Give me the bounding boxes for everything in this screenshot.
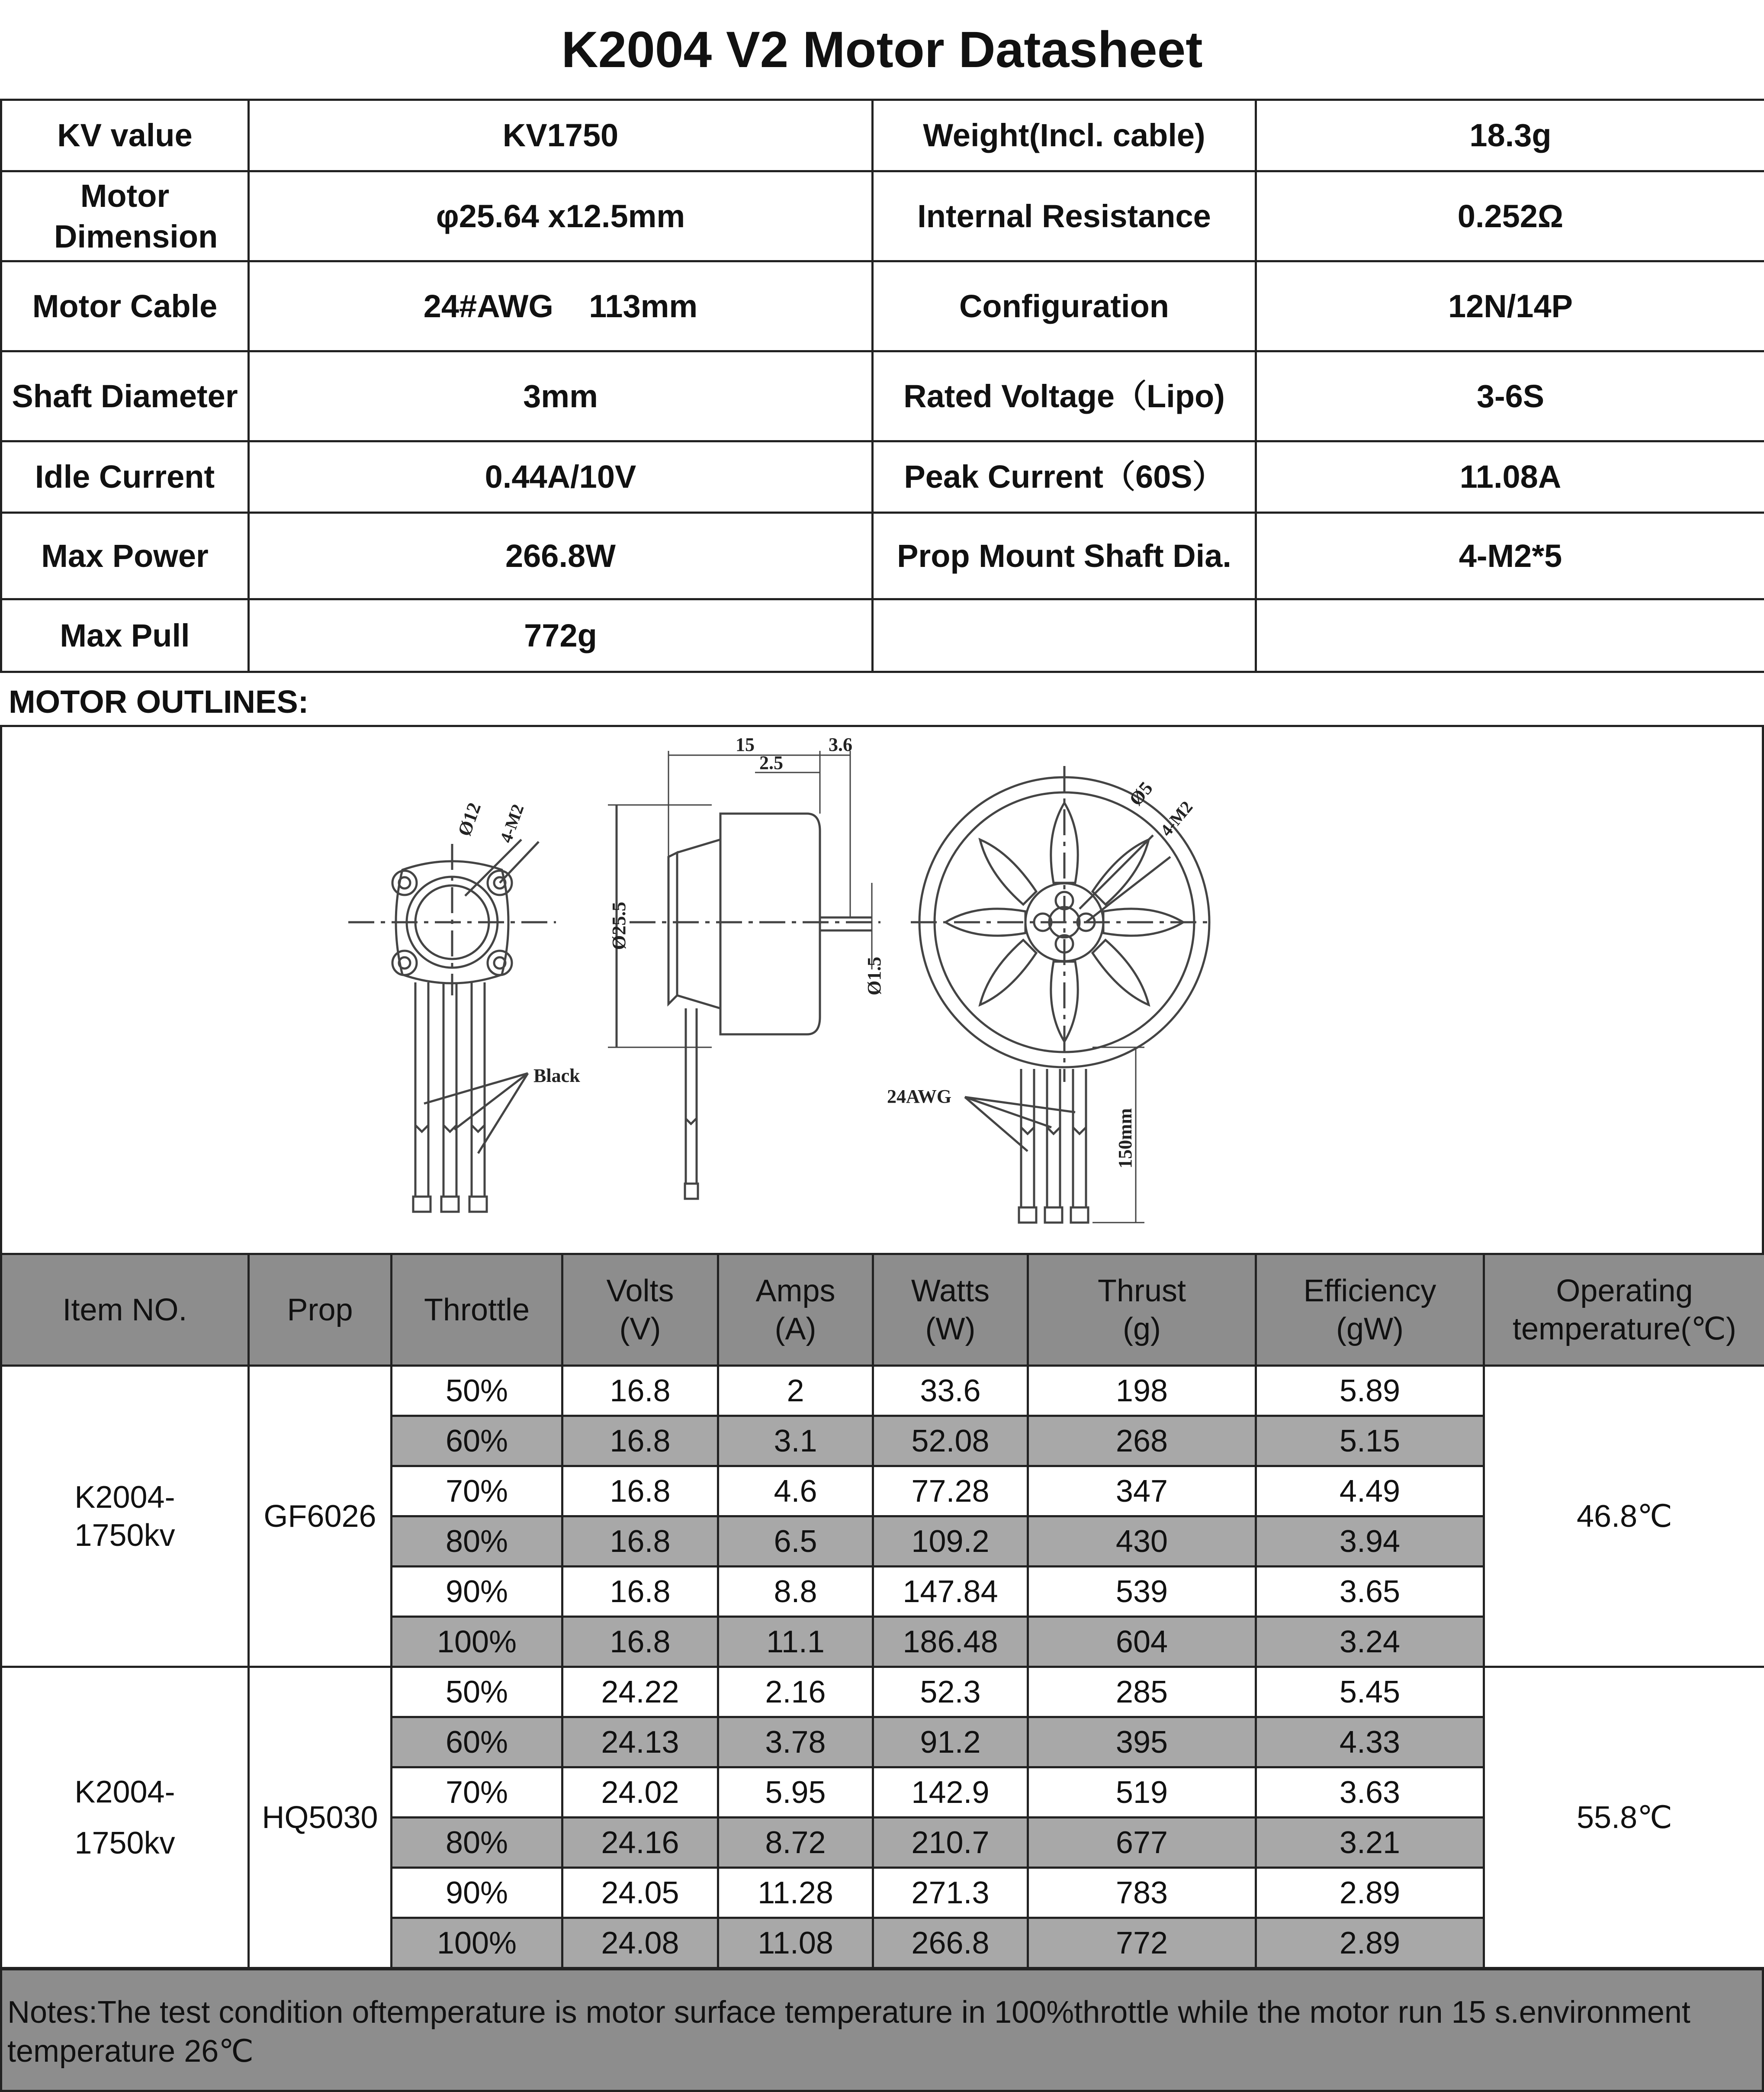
cell-watts: 91.2	[873, 1717, 1028, 1767]
spec-row	[1, 351, 1764, 441]
cell-thrust: 395	[1028, 1717, 1256, 1767]
cell-throttle: 80%	[392, 1818, 562, 1868]
cell-amps: 4.6	[718, 1466, 873, 1516]
cell-watts: 186.48	[873, 1617, 1028, 1667]
header-thrust: Thrust (g)	[1028, 1254, 1256, 1366]
cell-throttle: 90%	[392, 1868, 562, 1918]
cell-thrust: 677	[1028, 1818, 1256, 1868]
front-view-flange	[348, 840, 556, 1212]
cell-volts: 16.8	[562, 1617, 718, 1667]
cell-watts: 77.28	[873, 1466, 1028, 1516]
item-number-line2: 1750kv	[2, 1516, 247, 1555]
cell-volts: 24.02	[562, 1767, 718, 1818]
spec-row	[1, 441, 1764, 513]
dim-25-label: 2.5	[759, 752, 783, 773]
header-item: Item NO.	[1, 1254, 249, 1366]
spec-label: Max Pull	[1, 599, 249, 672]
cell-volts: 16.8	[562, 1416, 718, 1466]
notes	[0, 1968, 1764, 2092]
spec-label: Internal Resistance	[873, 171, 1256, 261]
spec-value: 4-M2*5	[1256, 513, 1764, 599]
cell-amps: 3.78	[718, 1717, 873, 1767]
cell-eff: 4.33	[1256, 1717, 1484, 1767]
side-view	[608, 751, 880, 1199]
cell-watts: 210.7	[873, 1818, 1028, 1868]
header-throttle: Throttle	[392, 1254, 562, 1366]
cell-volts: 24.16	[562, 1818, 718, 1868]
cell-amps: 6.5	[718, 1516, 873, 1567]
prop-name: GF6026	[249, 1366, 392, 1667]
header-amps: Amps (A)	[718, 1254, 873, 1366]
spec-label: KV value	[1, 100, 249, 171]
item-number-line1: K2004-	[2, 1773, 247, 1811]
cell-throttle: 80%	[392, 1516, 562, 1567]
spec-label: Rated Voltage（Lipo)	[873, 351, 1256, 441]
cell-amps: 5.95	[718, 1767, 873, 1818]
cell-throttle: 70%	[392, 1466, 562, 1516]
spec-label: Prop Mount Shaft Dia.	[873, 513, 1256, 599]
cell-watts: 33.6	[873, 1366, 1028, 1416]
cell-amps: 8.8	[718, 1567, 873, 1617]
cell-thrust: 783	[1028, 1868, 1256, 1918]
cell-throttle: 60%	[392, 1717, 562, 1767]
spec-label: Max Power	[1, 513, 249, 599]
cell-thrust: 285	[1028, 1667, 1256, 1717]
cell-volts: 24.08	[562, 1918, 718, 1968]
cell-amps: 11.08	[718, 1918, 873, 1968]
spec-value: 24#AWG 113mm	[249, 261, 873, 351]
cell-eff: 2.89	[1256, 1918, 1484, 1968]
item-number-line2: 1750kv	[2, 1824, 247, 1862]
dim-12-label: Ø12	[453, 800, 485, 839]
cell-thrust: 430	[1028, 1516, 1256, 1567]
cell-eff: 3.21	[1256, 1818, 1484, 1868]
cell-watts: 109.2	[873, 1516, 1028, 1567]
cell-watts: 147.84	[873, 1567, 1028, 1617]
cell-volts: 24.05	[562, 1868, 718, 1918]
item-number	[1, 1366, 249, 1667]
dim-shaft-label: Ø1.5	[864, 957, 885, 995]
cell-throttle: 50%	[392, 1667, 562, 1717]
table-row	[1, 1366, 1764, 1416]
spec-label: Peak Current（60S）	[873, 441, 1256, 513]
cell-volts: 16.8	[562, 1567, 718, 1617]
cell-volts: 24.22	[562, 1667, 718, 1717]
page-title: K2004 V2 Motor Datasheet	[0, 17, 1764, 82]
cell-eff: 3.63	[1256, 1767, 1484, 1818]
cell-thrust: 539	[1028, 1567, 1256, 1617]
cell-amps: 3.1	[718, 1416, 873, 1466]
header-volts: Volts (V)	[562, 1254, 718, 1366]
dim-15-label: 15	[736, 734, 755, 755]
cell-throttle: 60%	[392, 1416, 562, 1466]
cell-thrust: 198	[1028, 1366, 1256, 1416]
length-150mm-label: 150mm	[1115, 1108, 1136, 1168]
spec-label: Motor Dimension	[1, 171, 249, 261]
spec-value: φ25.64 x12.5mm	[249, 171, 873, 261]
cell-amps: 11.1	[718, 1617, 873, 1667]
header-watts: Watts (W)	[873, 1254, 1028, 1366]
spec-value: 0.44A/10V	[249, 441, 873, 513]
cell-watts: 142.9	[873, 1767, 1028, 1818]
spec-row	[1, 100, 1764, 171]
cell-eff: 3.65	[1256, 1567, 1484, 1617]
header-prop: Prop	[249, 1254, 392, 1366]
cell-eff: 3.24	[1256, 1617, 1484, 1667]
notes-text: Notes:The test condition oftemperature is motor surface temperature in 100%throttle while the motor run 15 s.environment temperature 26℃	[2, 1970, 1721, 2071]
spec-table	[0, 99, 1764, 673]
cell-volts: 16.8	[562, 1466, 718, 1516]
prop-name: HQ5030	[249, 1667, 392, 1968]
cell-thrust: 268	[1028, 1416, 1256, 1466]
spec-value	[1256, 599, 1764, 672]
cell-amps: 2	[718, 1366, 873, 1416]
cell-volts: 16.8	[562, 1516, 718, 1567]
black-wire-label: Black	[533, 1065, 580, 1086]
dim-4m2-right-label: 4-M2	[1156, 797, 1196, 840]
spec-value: 12N/14P	[1256, 261, 1764, 351]
spec-row	[1, 261, 1764, 351]
cell-watts: 52.3	[873, 1667, 1028, 1717]
spec-label: Shaft Diameter	[1, 351, 249, 441]
spec-row	[1, 171, 1764, 261]
cell-thrust: 519	[1028, 1767, 1256, 1818]
motor-outlines-label: MOTOR OUTLINES:	[9, 680, 308, 724]
cell-eff: 5.45	[1256, 1667, 1484, 1717]
cell-volts: 16.8	[562, 1366, 718, 1416]
cell-throttle: 100%	[392, 1918, 562, 1968]
operating-temperature: 55.8℃	[1484, 1667, 1764, 1968]
cell-eff: 5.15	[1256, 1416, 1484, 1466]
performance-table	[0, 1253, 1764, 1969]
spec-value: 3-6S	[1256, 351, 1764, 441]
cell-eff: 3.94	[1256, 1516, 1484, 1567]
cell-watts: 271.3	[873, 1868, 1028, 1918]
operating-temperature: 46.8℃	[1484, 1366, 1764, 1667]
spec-label: Motor Cable	[1, 261, 249, 351]
spec-value: 18.3g	[1256, 100, 1764, 171]
spec-value: 266.8W	[249, 513, 873, 599]
cell-watts: 266.8	[873, 1918, 1028, 1968]
cell-thrust: 772	[1028, 1918, 1256, 1968]
awg-label: 24AWG	[887, 1086, 951, 1107]
dim-255-label: Ø25.5	[608, 902, 630, 950]
cell-eff: 4.49	[1256, 1466, 1484, 1516]
cell-thrust: 347	[1028, 1466, 1256, 1516]
spec-value: 772g	[249, 599, 873, 672]
cell-eff: 5.89	[1256, 1366, 1484, 1416]
spec-value: 11.08A	[1256, 441, 1764, 513]
cell-amps: 8.72	[718, 1818, 873, 1868]
item-number	[1, 1667, 249, 1968]
spec-label: Idle Current	[1, 441, 249, 513]
spec-value: 3mm	[249, 351, 873, 441]
spec-value: KV1750	[249, 100, 873, 171]
cell-throttle: 50%	[392, 1366, 562, 1416]
header-row	[1, 1254, 1764, 1366]
cell-throttle: 70%	[392, 1767, 562, 1818]
header-temperature: Operating temperature(℃)	[1484, 1254, 1764, 1366]
header-efficiency: Efficiency (gW)	[1256, 1254, 1484, 1366]
cell-thrust: 604	[1028, 1617, 1256, 1667]
cell-watts: 52.08	[873, 1416, 1028, 1466]
item-number-line1: K2004-	[2, 1478, 247, 1516]
spec-label: Configuration	[873, 261, 1256, 351]
spec-row	[1, 513, 1764, 599]
spec-row	[1, 599, 1764, 672]
cell-throttle: 100%	[392, 1617, 562, 1667]
motor-outline-drawing	[0, 725, 1764, 1258]
spec-label: Weight(Incl. cable)	[873, 100, 1256, 171]
spec-value: 0.252Ω	[1256, 171, 1764, 261]
cell-volts: 24.13	[562, 1717, 718, 1767]
cell-amps: 11.28	[718, 1868, 873, 1918]
cell-throttle: 90%	[392, 1567, 562, 1617]
cell-eff: 2.89	[1256, 1868, 1484, 1918]
dim-5-label: Ø5	[1125, 778, 1157, 810]
cell-amps: 2.16	[718, 1667, 873, 1717]
table-row	[1, 1667, 1764, 1717]
dim-4m2-left-label: 4-M2	[496, 801, 527, 845]
spec-label	[873, 599, 1256, 672]
dim-36-label: 3.6	[829, 734, 852, 755]
